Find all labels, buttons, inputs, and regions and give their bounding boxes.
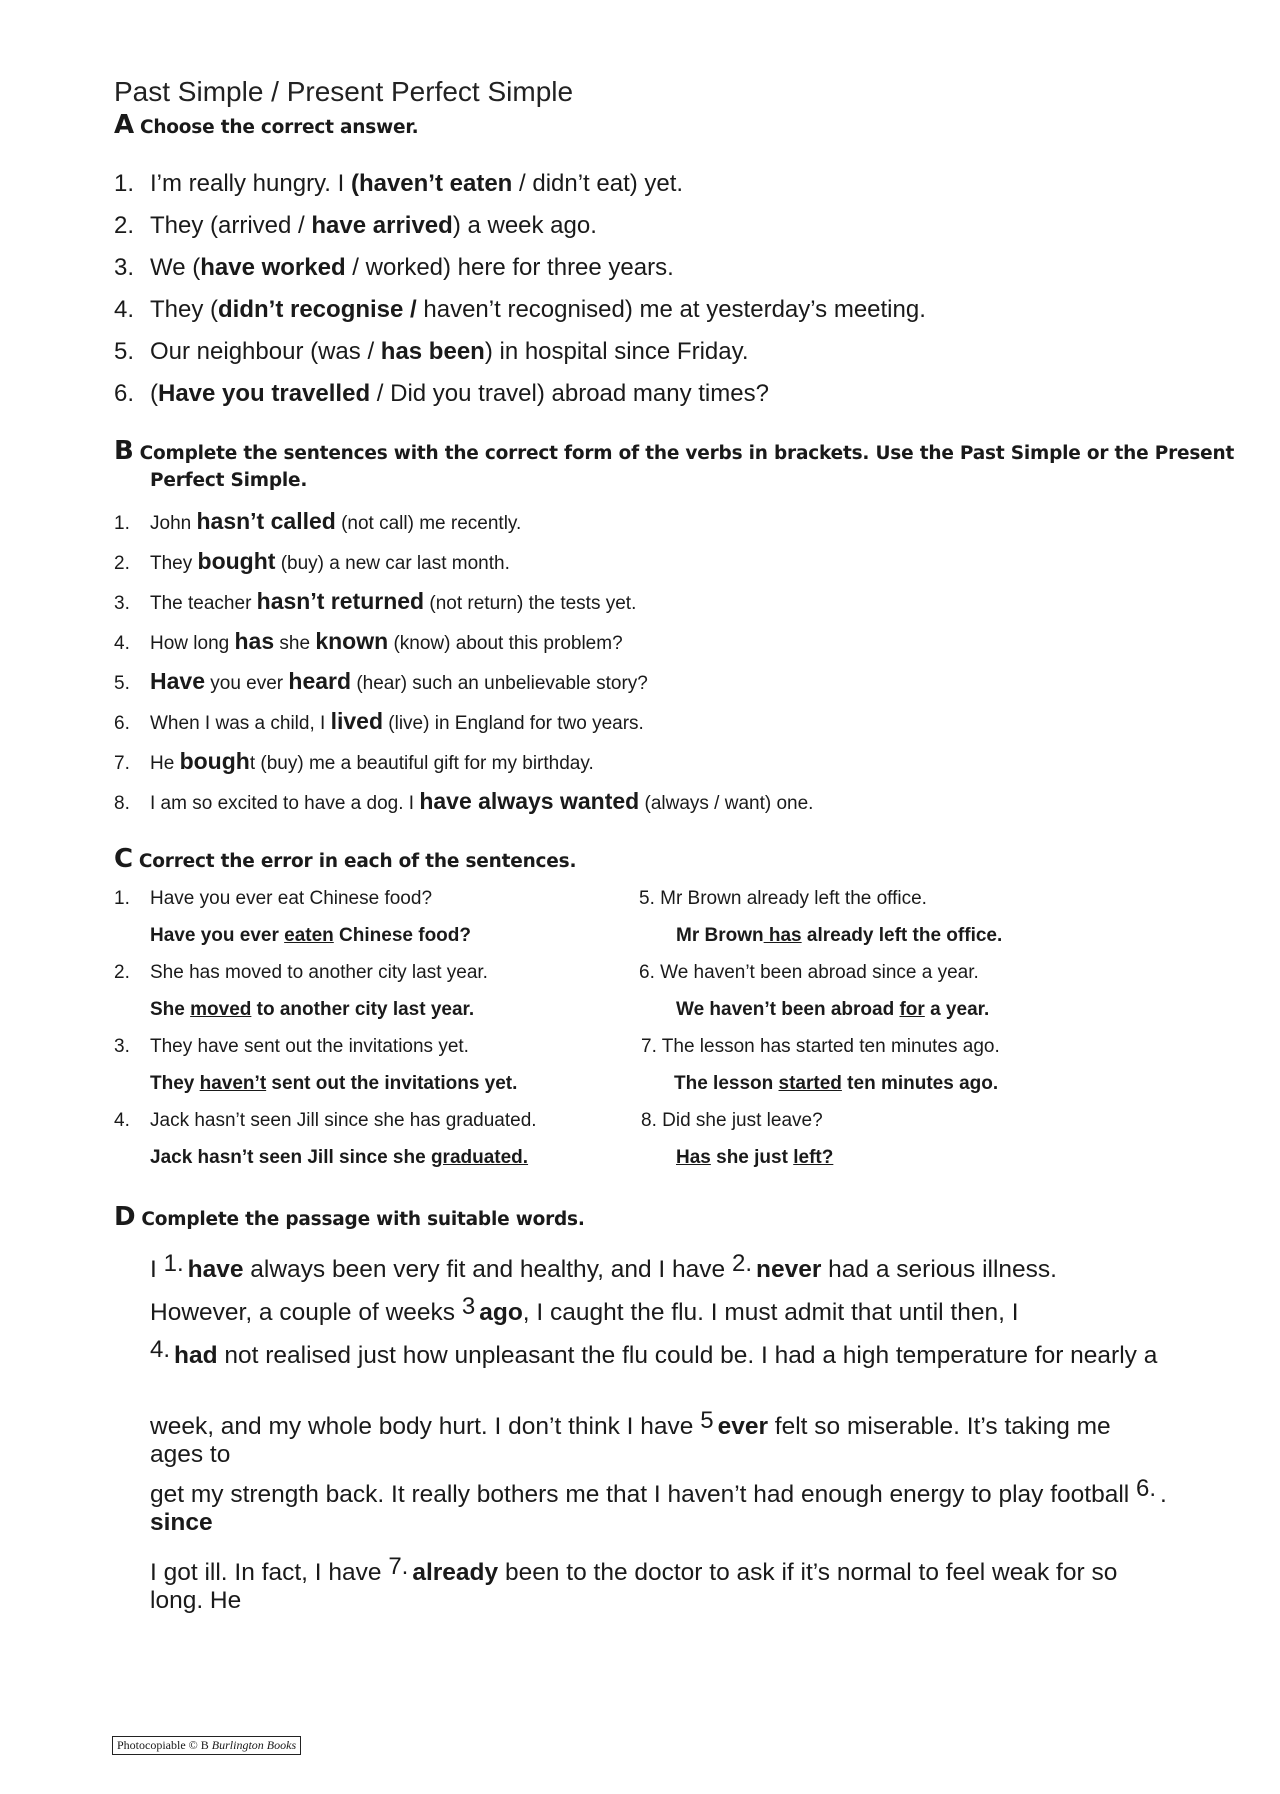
item-number: 1. — [114, 170, 135, 197]
a-item — [114, 254, 674, 282]
item-text: t (buy) me a beautiful gift for my birthday. — [249, 753, 594, 774]
passage-line: I got ill. In fact, I have 7. already been to the doctor to ask if it’s normal to feel weak for so long. He — [150, 1553, 1118, 1614]
item-number: 3. — [114, 1036, 130, 1057]
section-b-instruction: Complete the sentences with the correct form of the verbs in brackets. Use the Past Simple or the Present — [139, 443, 1235, 464]
passage-line: 4. had not realised just how unpleasant the flu could be. I had a high temperature for nearly a — [150, 1336, 1158, 1369]
item-text: you ever — [204, 673, 289, 694]
section-b-instruction-cont: Perfect Simple. — [150, 470, 308, 491]
item-text: They — [150, 553, 198, 574]
item-answer: didn’t recognise / — [218, 296, 417, 323]
item-text: (hear) such an unbelievable story? — [351, 673, 648, 694]
c-question — [114, 1036, 469, 1058]
item-answer: has — [234, 628, 275, 654]
item-text: Have you ever eat Chinese food? — [150, 888, 433, 909]
item-text: ) a week ago. — [452, 212, 597, 239]
c-answer: She moved to another city last year. — [150, 999, 475, 1020]
item-answer: has been — [380, 338, 485, 365]
item-text: I am so excited to have a dog. I — [150, 793, 420, 814]
item-number: 2. — [114, 553, 130, 574]
item-text: The teacher — [150, 593, 257, 614]
gap-number: 7. — [388, 1553, 409, 1580]
section-a-instruction: Choose the correct answer. — [139, 117, 419, 138]
a-item — [114, 170, 683, 198]
item-number: 7. — [114, 753, 130, 774]
section-a-letter: A — [114, 110, 134, 140]
item-number: 1. — [114, 513, 130, 534]
copyright-footer: Photocopiable © B Burlington Books — [112, 1736, 301, 1755]
gap-number: 3 — [461, 1293, 476, 1320]
item-number: 1. — [114, 888, 130, 909]
item-text: / didn’t eat) yet. — [512, 170, 684, 197]
item-number: 8. — [114, 793, 130, 814]
item-answer: known — [315, 628, 389, 654]
item-text: ( — [150, 380, 158, 407]
gap-answer: since — [150, 1509, 213, 1536]
item-text: How long — [150, 633, 235, 654]
gap-number: 5 — [700, 1407, 714, 1434]
item-answer: Have — [150, 668, 205, 694]
c-answer: The lesson started ten minutes ago. — [674, 1073, 999, 1094]
item-number: 5. — [114, 338, 135, 365]
section-b-heading — [114, 438, 1234, 494]
item-text: We ( — [150, 254, 201, 281]
item-number: 2. — [114, 962, 130, 983]
b-item — [114, 588, 636, 615]
item-text: I’m really hungry. I — [150, 170, 351, 197]
item-text: (not return) the tests yet. — [424, 593, 637, 614]
item-number: 4. — [114, 633, 130, 654]
c-question: 8. Did she just leave? — [641, 1110, 823, 1131]
a-item — [114, 338, 749, 366]
c-answer: Has she just left? — [676, 1147, 834, 1168]
item-answer: hasn’t returned — [256, 588, 425, 614]
item-text: she — [274, 633, 316, 654]
item-text: John — [150, 513, 197, 534]
gap-answer: ago — [479, 1299, 523, 1326]
item-text: (always / want) one. — [639, 793, 814, 814]
correction: has — [763, 925, 802, 946]
item-answer: bought — [197, 548, 276, 574]
item-number: 2. — [114, 212, 135, 239]
item-number: 6. — [114, 713, 130, 734]
section-c-heading — [114, 846, 576, 875]
gap-number: 6. — [1136, 1475, 1157, 1502]
page-title: Past Simple / Present Perfect Simple — [114, 76, 574, 107]
b-item — [114, 508, 521, 535]
b-item — [114, 668, 648, 695]
item-text: haven’t recognised) me at yesterday’s meeting. — [416, 296, 926, 323]
passage-line: I 1. have always been very fit and healthy, and I have 2. never had a serious illness. — [150, 1250, 1057, 1283]
a-item — [114, 212, 597, 240]
item-text: Our neighbour (was / — [150, 338, 381, 365]
correction: started — [778, 1073, 842, 1094]
item-text: He — [150, 753, 180, 774]
b-item — [114, 748, 594, 775]
gap-number: 1. — [163, 1250, 184, 1277]
passage-line: get my strength back. It really bothers me that I haven’t had enough energy to play football 6. . since — [150, 1475, 1167, 1536]
item-answer: Have you travelled — [158, 380, 371, 407]
section-c-letter: C — [114, 844, 133, 874]
c-answer: Mr Brown has already left the office. — [676, 925, 1003, 946]
c-answer: Have you ever eaten Chinese food? — [150, 925, 472, 946]
correction: eaten — [284, 925, 334, 946]
correction: moved — [190, 999, 252, 1020]
correction: for — [899, 999, 925, 1020]
section-d-letter: D — [114, 1202, 136, 1232]
gap-answer: have — [187, 1256, 244, 1283]
b-item — [114, 788, 813, 815]
section-c-instruction: Correct the error in each of the sentences. — [138, 851, 577, 872]
gap-number: 2. — [731, 1250, 752, 1277]
b-item — [114, 708, 644, 735]
c-question — [114, 888, 432, 910]
section-d-heading — [114, 1204, 585, 1233]
item-text: She has moved to another city last year. — [150, 962, 488, 983]
item-number: 3. — [114, 593, 130, 614]
item-text: They ( — [150, 296, 219, 323]
gap-answer: never — [755, 1256, 822, 1283]
item-answer: have worked — [200, 254, 346, 281]
item-number: 5. — [114, 673, 130, 694]
item-text: (live) in England for two years. — [383, 713, 644, 734]
item-text: (know) about this problem? — [388, 633, 623, 654]
section-b-letter: B — [114, 436, 134, 466]
c-question: 5. Mr Brown already left the office. — [639, 888, 927, 909]
item-text: (not call) me recently. — [335, 513, 522, 534]
item-answer: hasn’t called — [196, 508, 336, 534]
a-item — [114, 296, 926, 324]
item-answer: have always wanted — [419, 788, 640, 814]
c-answer: We haven’t been abroad for a year. — [676, 999, 990, 1020]
c-question: 7. The lesson has started ten minutes ago. — [641, 1036, 1000, 1057]
correction: graduated. — [430, 1147, 529, 1168]
item-answer: lived — [330, 708, 383, 734]
gap-number: 4. — [150, 1336, 171, 1363]
a-item — [114, 380, 769, 408]
item-answer: bough — [179, 748, 250, 774]
item-answer: (haven’t eaten — [350, 170, 513, 197]
item-text: Jack hasn’t seen Jill since she has graduated. — [150, 1110, 537, 1131]
gap-answer: had — [174, 1342, 218, 1369]
item-number: 3. — [114, 254, 135, 281]
item-text: / Did you travel) abroad many times? — [370, 380, 769, 407]
gap-answer: ever — [717, 1413, 768, 1440]
c-question — [114, 962, 488, 984]
correction: Has — [676, 1147, 711, 1168]
section-d-instruction: Complete the passage with suitable words. — [141, 1209, 585, 1230]
item-text: (buy) a new car last month. — [275, 553, 510, 574]
c-question — [114, 1110, 537, 1132]
item-answer: heard — [288, 668, 352, 694]
c-question: 6. We haven’t been abroad since a year. — [639, 962, 979, 983]
correction: haven’t — [199, 1073, 267, 1094]
item-text: When I was a child, I — [150, 713, 331, 734]
item-text: They have sent out the invitations yet. — [150, 1036, 469, 1057]
b-item — [114, 548, 510, 575]
item-text: They (arrived / — [150, 212, 312, 239]
item-text: ) in hospital since Friday. — [484, 338, 749, 365]
c-answer: Jack hasn’t seen Jill since she graduated. — [150, 1147, 529, 1168]
item-number: 6. — [114, 380, 135, 407]
correction: left? — [793, 1147, 834, 1168]
item-answer: have arrived — [311, 212, 453, 239]
item-number: 4. — [114, 296, 135, 323]
item-number: 4. — [114, 1110, 130, 1131]
passage-line: week, and my whole body hurt. I don’t think I have 5 ever felt so miserable. It’s taking me ages to — [150, 1407, 1111, 1468]
item-text: / worked) here for three years. — [345, 254, 674, 281]
passage-line: However, a couple of weeks 3 ago, I caught the flu. I must admit that until then, I — [150, 1293, 1019, 1326]
section-a-heading — [114, 112, 418, 141]
b-item — [114, 628, 623, 655]
gap-answer: already — [412, 1559, 499, 1586]
c-answer: They haven’t sent out the invitations yet. — [150, 1073, 518, 1094]
